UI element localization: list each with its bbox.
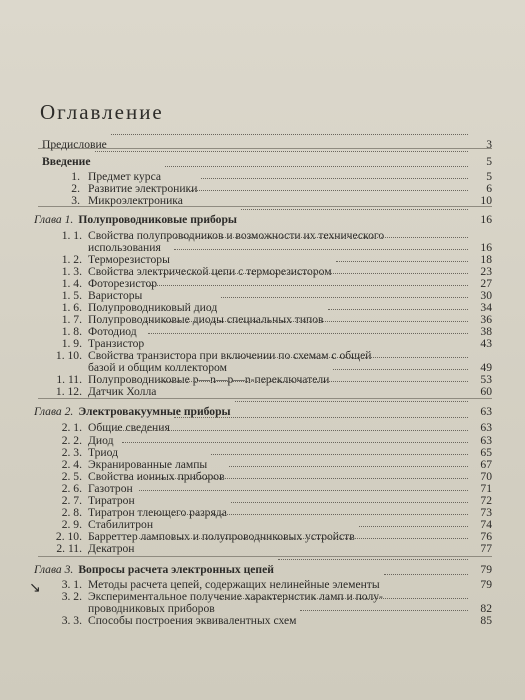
section-number: 1. 8. [61,325,82,338]
section-number: 2. 8. [61,506,82,519]
page-number: 79 [480,563,492,576]
entry-title: Барреттер ламповых и полупроводниковых устройств [88,530,355,543]
page-number: 65 [480,446,492,459]
dot-leader [139,538,468,539]
page-number: 79 [480,578,492,591]
page-number: 53 [480,373,492,386]
dot-leader [174,249,468,250]
page-number: 71 [480,482,492,495]
dot-leader [187,190,468,191]
page-number: 63 [480,421,492,434]
entry-title: Полупроводниковые p—n—p—n-переключатели [88,373,330,386]
dot-leader [117,430,468,431]
page-number: 70 [480,470,492,483]
dot-leader [95,151,468,152]
page-number: 43 [480,337,492,350]
section-number: 1. 1. [61,229,82,242]
section-number: 2. 10. [55,530,82,543]
page-number: 16 [480,241,492,254]
page-number: 73 [480,506,492,519]
section-number: 2. 2. [61,434,82,447]
section-number: 1. 12. [55,385,82,398]
entry-title: Датчик Холла [88,385,157,398]
entry-title: Микроэлектроника [88,194,183,207]
dot-leader [146,285,468,286]
entry-title: Варисторы [88,289,143,302]
page-number: 82 [480,602,492,615]
dot-leader [160,381,468,382]
section-number: 2. 7. [61,494,82,507]
section-number: 2. 1. [61,421,82,434]
dot-leader [122,442,468,443]
page-number: 60 [480,385,492,398]
page-number: 36 [480,313,492,326]
page-number: 23 [480,265,492,278]
section-number: 3. 3. [61,614,82,627]
page-number: 6 [486,182,492,195]
page-number: 3 [486,138,492,151]
dot-leader [278,559,468,560]
page-number: 10 [480,194,492,207]
dot-leader [165,166,468,167]
page-number: 49 [480,361,492,374]
section-number: 2. 4. [61,458,82,471]
section-number: 1. 9. [61,337,82,350]
page-number: 16 [480,213,492,226]
page-number: 76 [480,530,492,543]
page-number: 72 [480,494,492,507]
dot-leader [161,273,468,274]
dot-leader [174,417,468,418]
entry-title: Полупроводниковый диод [88,301,218,314]
dot-leader [384,574,468,575]
entry-title: Полупроводниковые приборы [78,213,237,226]
entry-title: Предисловие [42,138,107,151]
entry-title: Тиратрон тлеющего разряда [88,506,227,519]
entry-title: Введение [42,155,91,168]
section-number: 1. 11. [56,373,82,386]
section-number: 3. 2. [61,590,82,603]
entry-title: Предмет курса [88,170,162,183]
entry-title: использования [88,241,161,254]
dot-leader [300,610,468,611]
entry-title: Транзистор [88,337,145,350]
section-number: 1. 7. [61,313,82,326]
entry-title: Общие сведения [88,421,170,434]
chapter-number: Глава 3. [34,563,74,576]
entry-title: Диод [88,434,114,447]
entry-title: Полупроводниковые диоды специальных типов [88,313,324,326]
section-number: 1. [71,170,80,183]
dot-leader [235,401,468,402]
entry-title: Терморезисторы [88,253,170,266]
entry-title: проводниковых приборов [88,602,215,615]
page-number: 85 [480,614,492,627]
page-number: 5 [486,170,492,183]
section-number: 1. 10. [55,349,82,362]
entry-title: Газотрон [88,482,133,495]
section-number: 2. 6. [61,482,82,495]
dot-leader [165,237,468,238]
section-number: 1. 4. [61,277,82,290]
dot-leader [111,134,468,135]
dot-leader [336,261,468,262]
dot-leader [157,514,468,515]
dot-leader [229,466,468,467]
section-number: 2. 5. [61,470,82,483]
entry-title: Свойства полупроводников и возможности их технического [88,229,385,242]
dot-leader [231,357,468,358]
dot-leader [139,490,468,491]
entry-title: Свойства электрической цепи с терморезистором [88,265,332,278]
dot-leader [359,526,468,527]
chapter-number: Глава 2. [34,405,74,418]
entry-title: Свойства ионных приборов [88,470,225,483]
page-number: 27 [480,277,492,290]
dot-leader [333,369,468,370]
page-number: 5 [486,155,492,168]
entry-title: Экранированные лампы [88,458,208,471]
entry-title: Свойства транзистора при включении по схемам с общей [88,349,372,362]
section-number: 1. 3. [61,265,82,278]
page-number: 38 [480,325,492,338]
entry-title: базой и общим коллектором [88,361,227,374]
dot-leader [231,502,468,503]
entry-title: Методы расчета цепей, содержащих нелинейные элементы [88,578,380,591]
section-number: 3. [71,194,80,207]
toc-title: Оглавление [40,100,164,124]
section-number: 1. 5. [61,289,82,302]
dot-leader [211,454,468,455]
page-number: 77 [480,542,492,555]
section-number: 2. [71,182,80,195]
entry-title: Экспериментальное получение характеристик ламп и полу- [88,590,383,603]
entry-title: Фотодиод [88,325,137,338]
dot-leader [219,598,468,599]
page-number: 30 [480,289,492,302]
section-number: 2. 11. [56,542,82,555]
dot-leader [137,478,468,479]
entry-title: Электровакуумные приборы [78,405,231,418]
section-number: 1. 2. [61,253,82,266]
dot-leader [241,209,468,210]
page-number: 18 [480,253,492,266]
chapter-number: Глава 1. [34,213,74,226]
section-number: 2. 9. [61,518,82,531]
page-number: 34 [480,301,492,314]
entry-title: Способы построения эквивалентных схем [88,614,297,627]
dot-leader [141,321,468,322]
section-number: 1. 6. [61,301,82,314]
page-number: 63 [480,405,492,418]
entry-title: Тиратрон [88,494,135,507]
section-number: 3. 1. [61,578,82,591]
dot-leader [148,333,468,334]
dot-leader [201,178,468,179]
section-number: 2. 3. [61,446,82,459]
entry-title: Вопросы расчета электронных цепей [78,563,274,576]
entry-title: Стабилитрон [88,518,154,531]
dot-leader [328,309,468,310]
entry-title: Триод [88,446,119,459]
entry-title: Фоторезистор [88,277,158,290]
page-number: 67 [480,458,492,471]
page-number: 63 [480,434,492,447]
pencil-check-mark: ↘ [29,580,41,596]
entry-title: Декатрон [88,542,135,555]
entry-title: Развитие электроники [88,182,198,195]
dot-leader [221,297,468,298]
page-number: 74 [480,518,492,531]
